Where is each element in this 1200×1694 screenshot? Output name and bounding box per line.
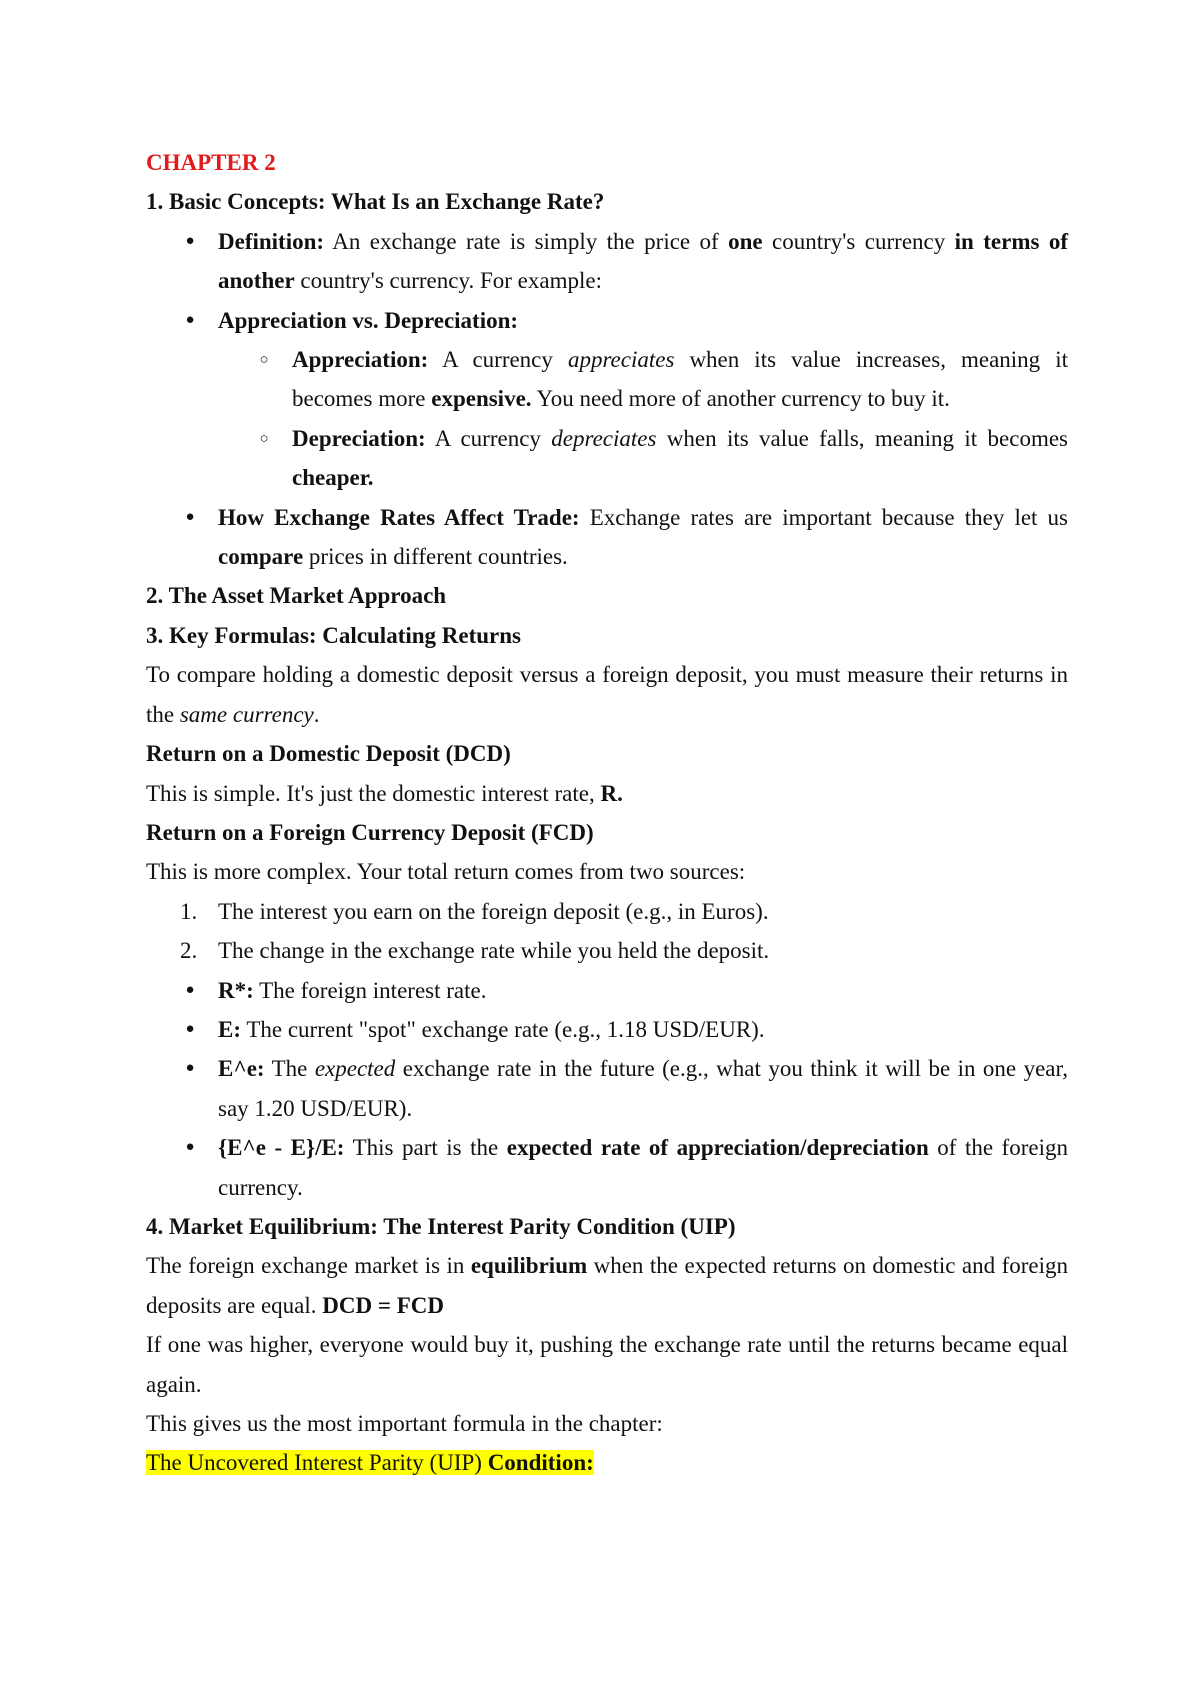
depreciation-item xyxy=(146,419,1068,498)
section-4-heading: 4. Market Equilibrium: The Interest Parity Condition (UIP) xyxy=(146,1213,736,1239)
definition-text-2: country's currency xyxy=(762,228,955,254)
higher-paragraph: If one was higher, everyone would buy it, pushing the exchange rate until the returns became equal again. xyxy=(146,1332,1068,1397)
e-text: The current "spot" exchange rate (e.g., 1.18 USD/EUR). xyxy=(241,1016,765,1042)
appreciation-label: Appreciation: xyxy=(292,347,429,373)
trade-bold: compare xyxy=(218,544,304,570)
ratio-text: This part is the xyxy=(344,1135,507,1161)
depreciation-text: A currency xyxy=(425,425,552,451)
fcd-paragraph: This is more complex. Your total return comes from two sources: xyxy=(146,859,746,885)
appreciation-vs-depreciation-item xyxy=(146,301,1068,340)
eq-formula: DCD = FCD xyxy=(322,1292,444,1318)
list-item xyxy=(146,931,1068,970)
depreciation-label: Depreciation: xyxy=(292,425,426,451)
ratio-bold: expected rate of appreciation/depreciation xyxy=(506,1135,929,1161)
trade-label: How Exchange Rates Affect Trade: xyxy=(218,504,580,530)
e-item xyxy=(146,1010,1068,1049)
sources-list xyxy=(146,892,1068,971)
e-label: E: xyxy=(218,1016,241,1042)
bullet-icon: ● xyxy=(185,508,195,525)
bullet-icon: ● xyxy=(185,981,195,998)
ee-item xyxy=(146,1049,1068,1128)
uip-bold: Condition: xyxy=(487,1450,594,1476)
bullet-icon: ● xyxy=(185,232,195,249)
appdep-label: Appreciation vs. Depreciation: xyxy=(218,307,519,333)
section-1-heading: 1. Basic Concepts: What Is an Exchange Rate? xyxy=(146,189,605,215)
eq-text-2: when the expected returns on domestic and foreign deposits are equal. xyxy=(146,1253,1068,1318)
appreciation-text-3: You need more of another currency to buy it. xyxy=(531,386,950,412)
dcd-bold: R. xyxy=(600,780,623,806)
depreciation-text-2: when its value falls, meaning it becomes xyxy=(656,425,1068,451)
uip-highlight xyxy=(146,1443,1068,1482)
definition-bold-one: one xyxy=(728,228,763,254)
rstar-item xyxy=(146,971,1068,1010)
variables-list xyxy=(146,971,1068,1207)
definition-item xyxy=(146,222,1068,301)
list-item-text: The interest you earn on the foreign deposit (e.g., in Euros). xyxy=(218,898,769,924)
definition-label: Definition: xyxy=(218,228,325,254)
ee-label: E^e: xyxy=(218,1056,265,1082)
appreciation-bold: expensive. xyxy=(431,386,532,412)
list-number: 1. xyxy=(180,898,198,924)
dcd-paragraph xyxy=(146,774,1068,813)
appreciation-item xyxy=(146,340,1068,419)
rstar-text: The foreign interest rate. xyxy=(253,977,487,1003)
definition-text: An exchange rate is simply the price of xyxy=(324,228,729,254)
section-2-heading: 2. The Asset Market Approach xyxy=(146,583,447,609)
ee-italic: expected xyxy=(314,1056,396,1082)
equilibrium-paragraph xyxy=(146,1246,1068,1325)
section-3-intro xyxy=(146,655,1068,734)
trade-item xyxy=(146,498,1068,577)
ratio-item xyxy=(146,1128,1068,1207)
list-item-text: The change in the exchange rate while you held the deposit. xyxy=(218,938,770,964)
dcd-text: This is simple. It's just the domestic interest rate, xyxy=(146,780,601,806)
appreciation-text: A currency xyxy=(428,347,568,373)
appreciation-text-2: when its value increases, meaning it becomes more xyxy=(292,347,1069,412)
bullet-icon: ● xyxy=(185,311,195,328)
rstar-label: R*: xyxy=(218,977,254,1003)
dcd-heading: Return on a Domestic Deposit (DCD) xyxy=(146,741,511,767)
intro-text: To compare holding a domestic deposit versus a foreign deposit, you must measure their returns in the xyxy=(146,662,1068,727)
depreciation-bold: cheaper. xyxy=(292,465,374,491)
circle-bullet-icon: ○ xyxy=(259,430,269,447)
chapter-title: CHAPTER 2 xyxy=(146,150,276,175)
list-item xyxy=(146,892,1068,931)
ee-text: The xyxy=(264,1056,315,1082)
trade-text-2: prices in different countries. xyxy=(303,544,568,570)
fcd-heading: Return on a Foreign Currency Deposit (FCD) xyxy=(146,819,594,845)
trade-text: Exchange rates are important because they let us xyxy=(579,504,1069,530)
definition-bold-terms: in terms of another xyxy=(218,228,1069,294)
eq-text: The foreign exchange market is in xyxy=(146,1253,471,1279)
section-3-heading: 3. Key Formulas: Calculating Returns xyxy=(146,622,522,648)
definition-text-3: country's currency. For example: xyxy=(294,268,602,294)
bullet-icon: ● xyxy=(185,1020,195,1037)
appreciation-italic: appreciates xyxy=(567,347,675,373)
depreciation-italic: depreciates xyxy=(551,425,657,451)
ee-text-2: exchange rate in the future (e.g., what you think it will be in one year, say 1.20 USD/EUR). xyxy=(218,1056,1068,1121)
eq-bold: equilibrium xyxy=(470,1253,588,1279)
uip-text: The Uncovered Interest Parity (UIP) xyxy=(146,1450,488,1476)
uip-highlight-text xyxy=(146,1450,594,1475)
bullet-icon: ● xyxy=(185,1139,195,1156)
section-1-bullets xyxy=(146,222,1068,577)
ratio-label: {E^e - E}/E: xyxy=(218,1135,345,1161)
list-number: 2. xyxy=(180,938,198,964)
intro-text-2: . xyxy=(313,701,320,727)
intro-italic: same currency xyxy=(179,701,314,727)
ratio-text-2: of the foreign currency. xyxy=(218,1135,1068,1200)
circle-bullet-icon: ○ xyxy=(259,352,269,369)
formula-intro-paragraph: This gives us the most important formula in the chapter: xyxy=(146,1411,663,1436)
bullet-icon: ● xyxy=(185,1060,195,1077)
